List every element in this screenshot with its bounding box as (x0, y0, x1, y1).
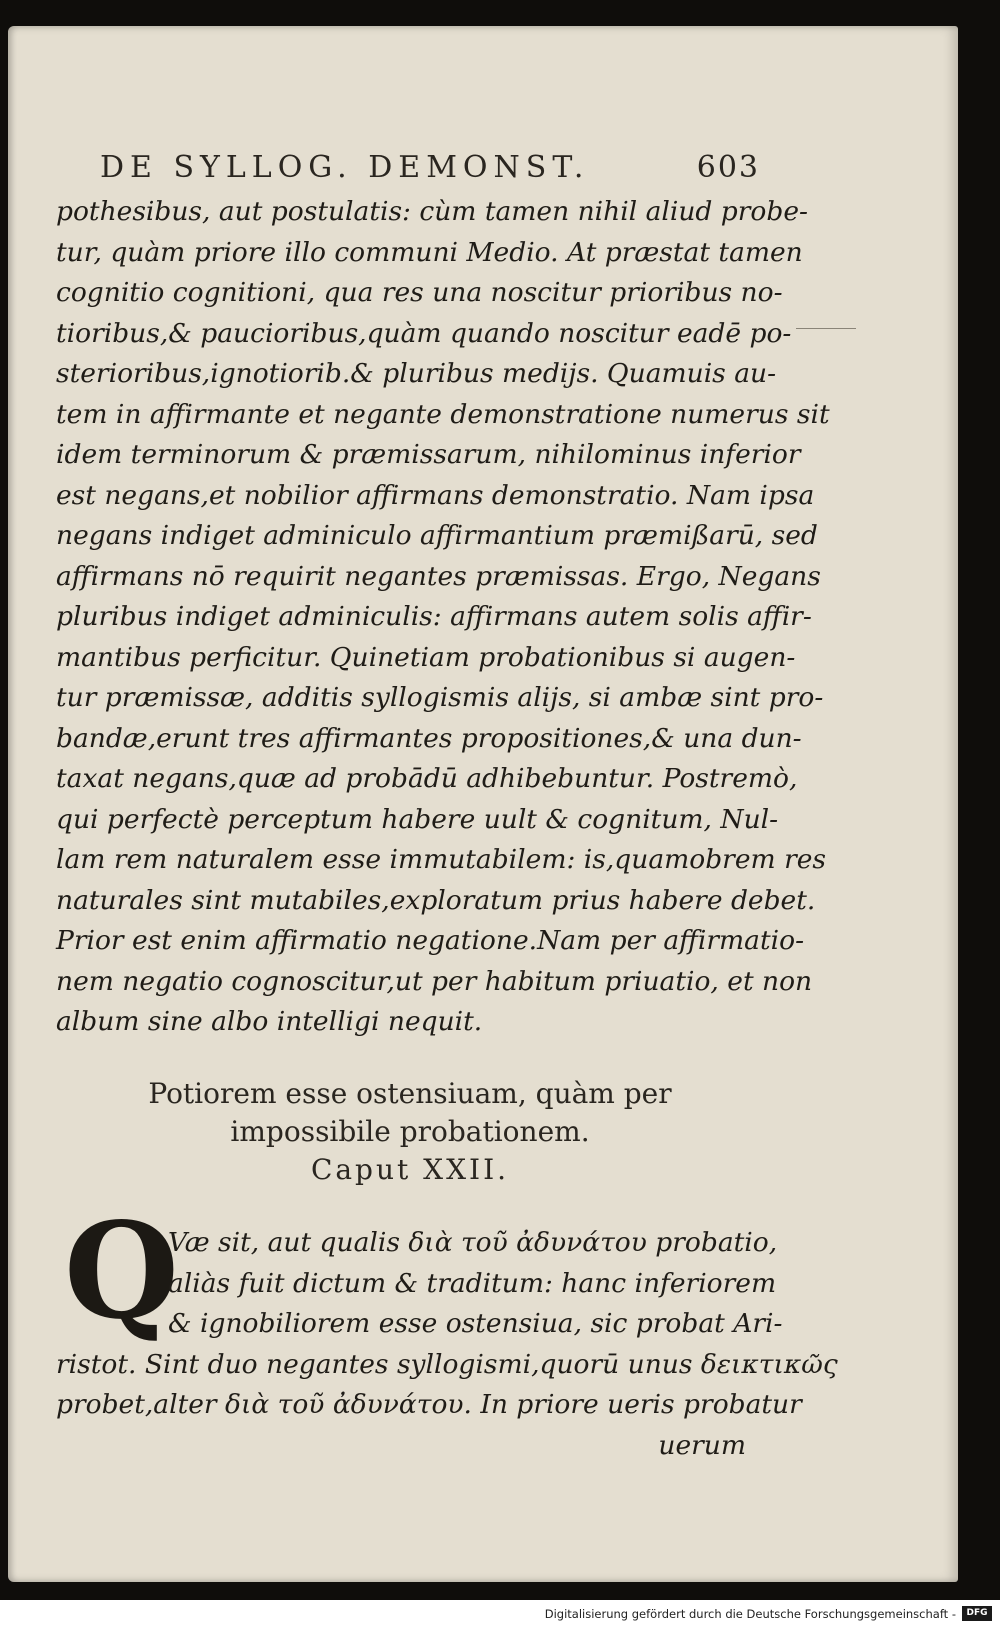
text-line: tur præmissæ, additis syllogismis alijs, si ambæ sint pro- (56, 682, 824, 713)
text-line: mantibus perficitur. Quinetiam probationibus si augen- (56, 641, 796, 673)
text-line: pothesibus, aut postulatis: cùm tamen nihil aliud probe- (56, 196, 808, 227)
margin-mark (796, 328, 856, 329)
footer-bar (0, 1600, 1000, 1628)
text-line: Væ sit, aut qualis διὰ τοῦ ἀδυνάτου probatio, (168, 1227, 778, 1258)
running-title: DE SYLLOG. DEMONST. (100, 150, 590, 185)
chapter-paragraph (56, 1223, 838, 1466)
text-line: tioribus,& paucioribus,quàm quando noscitur eadē po- (56, 317, 792, 349)
text-line: negans indiget adminiculo affirmantium præmißarū, sed (56, 520, 818, 551)
text-line: sterioribus,ignotiorib.& pluribus medijs. Quamuis au- (56, 358, 777, 389)
text-line: tur, quàm priore illo communi Medio. At præstat tamen (56, 236, 803, 268)
text-line: est negans,et nobilior affirmans demonstratio. Nam ipsa (56, 479, 815, 511)
text-line: lam rem naturalem esse immutabilem: is,quamobrem res (56, 844, 827, 875)
text-line: qui perfectè perceptum habere uult & cognitum, Nul- (56, 803, 779, 835)
page-number: 603 (696, 150, 760, 185)
text-line: pluribus indiget adminiculis: affirmans autem solis affir- (56, 601, 812, 632)
text-line: idem terminorum & præmissarum, nihilominus inferior (56, 439, 801, 470)
heading-line: impossibile probationem. (230, 1115, 590, 1148)
text-line: & ignobiliorem esse ostensiua, sic probat Ari- (168, 1308, 783, 1339)
text-line: bandæ,erunt tres affirmantes propositiones,& una dun- (56, 722, 802, 754)
text-line: Prior est enim affirmatio negatione.Nam per affirmatio- (56, 925, 805, 956)
text-line: probet,alter διὰ τοῦ ἀδυνάτου. In priore ueris probatur (56, 1389, 802, 1420)
text-line: naturales sint mutabiles,exploratum prius habere debet. (56, 884, 816, 916)
funding-credit: Digitalisierung gefördert durch die Deutsche Forschungsgemeinschaft - (544, 1607, 956, 1621)
chapter-heading (60, 1075, 760, 1189)
text-line: nem negatio cognoscitur,ut per habitum priuatio, et non (56, 965, 813, 997)
heading-line: Potiorem esse ostensiuam, quàm per (148, 1077, 672, 1110)
body-paragraph (56, 192, 830, 1043)
catchword: uerum (658, 1429, 746, 1461)
text-line: aliàs fuit dictum & traditum: hanc inferiorem (168, 1267, 777, 1299)
chapter-number: Caput XXII. (310, 1153, 510, 1186)
text-line: tem in affirmante et negante demonstratione numerus sit (56, 398, 830, 430)
decorated-initial: Q (64, 1194, 179, 1349)
text-line: album sine albo intelligi nequit. (56, 1006, 483, 1037)
text-line: affirmans nō requirit negantes præmissas. Ergo, Negans (56, 560, 821, 592)
text-line: cognitio cognitioni, qua res una noscitur prioribus no- (56, 277, 783, 308)
dfg-logo: DFG (962, 1606, 992, 1621)
running-head (100, 150, 760, 190)
text-line: taxat negans,quæ ad probādū adhibebuntur. Postremò, (56, 763, 798, 794)
text-line: ristot. Sint duo negantes syllogismi,quorū unus δεικτικῶς (56, 1348, 838, 1380)
